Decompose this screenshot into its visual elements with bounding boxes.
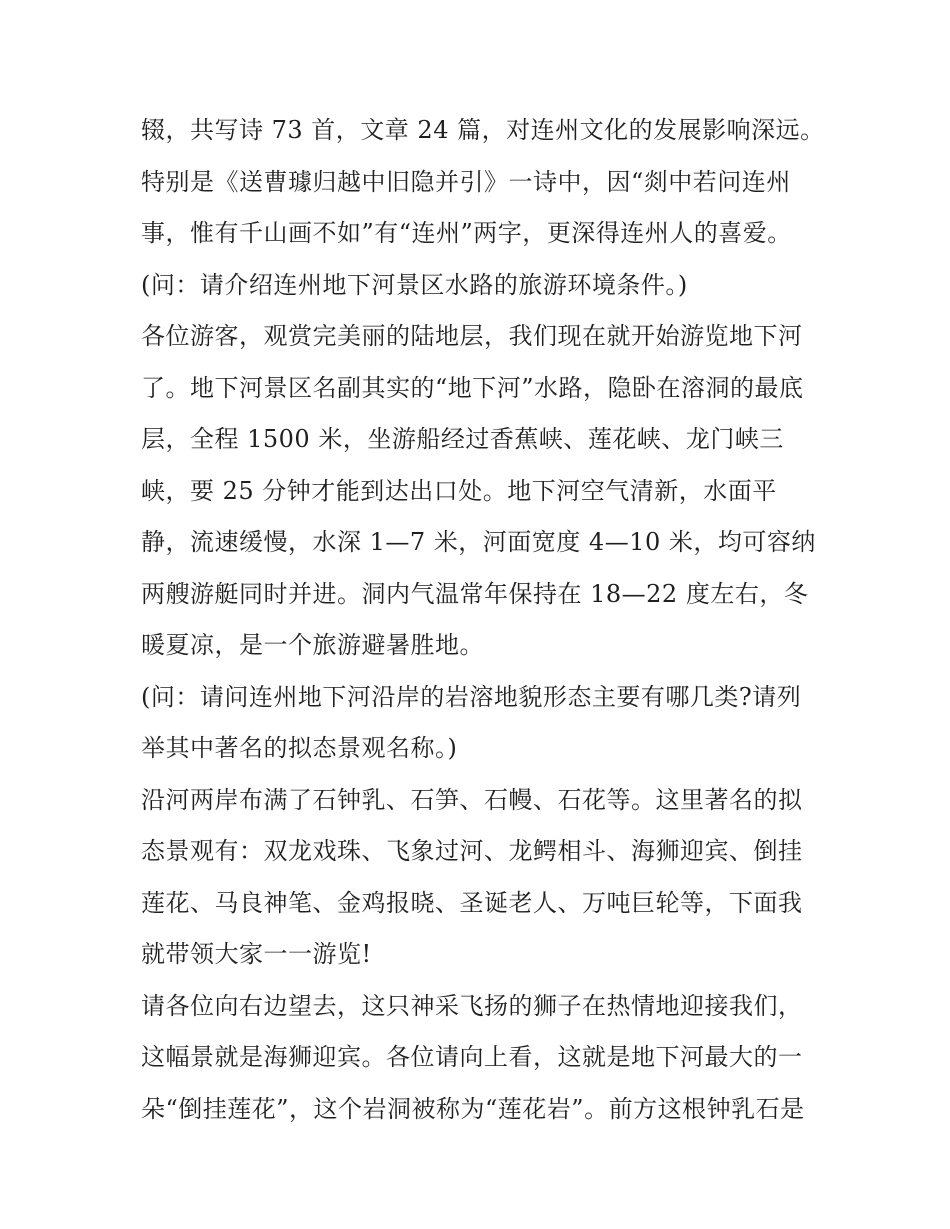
text-line: 各位游客，观赏完美丽的陆地层，我们现在就开始游览地下河 xyxy=(141,322,803,350)
text-line: 暖夏凉，是一个旅游避暑胜地。 xyxy=(141,631,484,659)
text-line: 两艘游艇同时并进。洞内气温常年保持在 18—22 度左右，冬 xyxy=(141,579,809,608)
question-line: (问：请问连州地下河沿岸的岩溶地貌形态主要有哪几类?请列 xyxy=(141,682,802,711)
text-line: 莲花、马良神笔、金鸡报晓、圣诞老人、万吨巨轮等，下面我 xyxy=(141,888,803,917)
question-line: 举其中著名的拟态景观名称。) xyxy=(141,734,458,762)
text-line: 请各位向右边望去，这只神采飞扬的狮子在热情地迎接我们， xyxy=(141,991,803,1020)
text-line: 层，全程 1500 米，坐游船经过香蕉峡、莲花峡、龙门峡三 xyxy=(141,425,784,453)
text-line: 朵“倒挂莲花”，这个岩洞被称为“莲花岩”。前方这根钟乳石是 xyxy=(141,1094,805,1123)
text-line: 沿河两岸布满了石钟乳、石笋、石幔、石花等。这里著名的拟 xyxy=(141,785,803,814)
body-text xyxy=(141,108,825,1138)
text-line: 这幅景就是海狮迎宾。各位请向上看，这就是地下河最大的一 xyxy=(141,1043,803,1071)
text-line: 了。地下河景区名副其实的“地下河”水路，隐卧在溶洞的最底 xyxy=(141,373,804,402)
question-line: (问：请介绍连州地下河景区水路的旅游环境条件。) xyxy=(141,270,688,299)
text-line: 特别是《送曹璩归越中旧隐并引》一诗中，因“剡中若问连州 xyxy=(141,167,791,196)
text-line: 就带领大家一一游览! xyxy=(141,940,372,968)
text-line: 态景观有：双龙戏珠、飞象过河、龙鳄相斗、海狮迎宾、倒挂 xyxy=(141,837,803,865)
text-line: 峡，要 25 分钟才能到达出口处。地下河空气清新，水面平 xyxy=(141,476,777,505)
text-line: 辍，共写诗 73 首，文章 24 篇，对连州文化的发展影响深远。 xyxy=(141,116,825,144)
text-line: 事，惟有千山画不如”有“连州”两字，更深得连州人的喜爱。 xyxy=(141,219,792,247)
text-line: 静，流速缓慢，水深 1—7 米，河面宽度 4—10 米，均可容纳 xyxy=(141,528,816,556)
